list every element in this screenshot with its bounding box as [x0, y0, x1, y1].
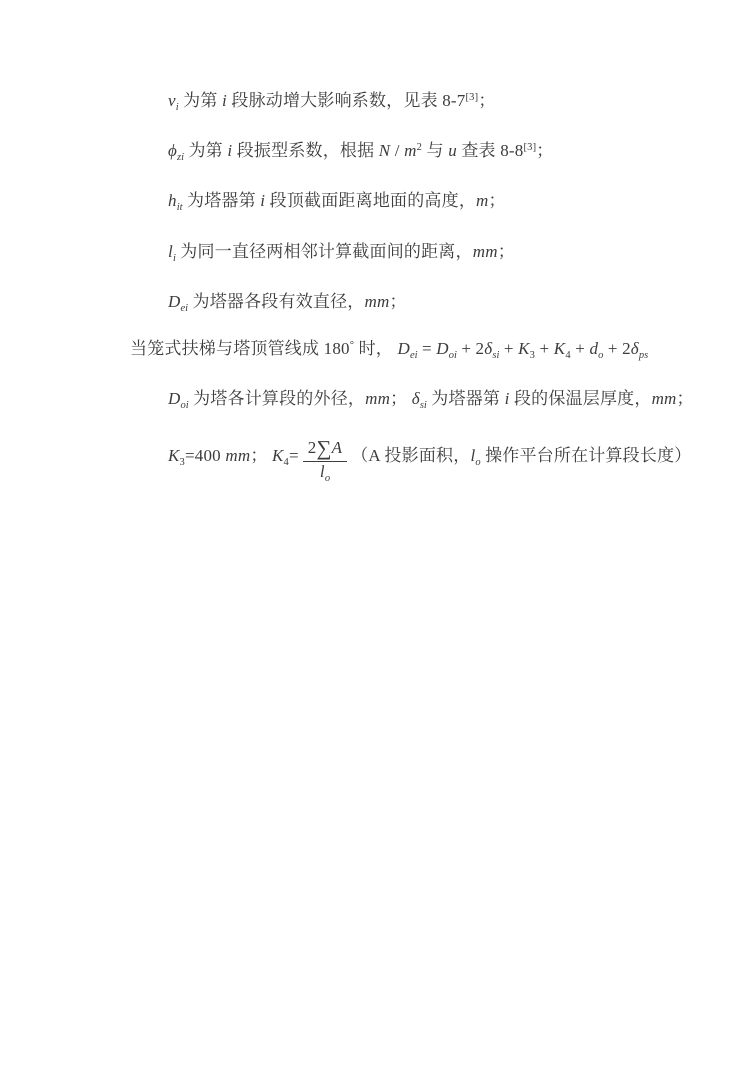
text-run: 段振型系数，根据: [232, 141, 379, 161]
math-variable: mm: [364, 291, 390, 311]
math-variable: K: [271, 446, 284, 466]
doc-line-phi-mode-shape-coefficient: [130, 140, 716, 165]
math-subscript: 4: [283, 457, 289, 469]
text-run: +: [570, 338, 590, 358]
text-run: ；: [497, 241, 515, 261]
superscript: 2: [416, 142, 423, 154]
math-variable: l: [168, 241, 173, 261]
math-variable: i: [504, 389, 510, 409]
text-run: 为第: [178, 91, 222, 110]
doc-line-nu-pulsation-coefficient: [130, 90, 716, 115]
math-variable: K: [168, 446, 180, 466]
math-variable: l: [319, 462, 325, 482]
math-variable: mm: [472, 241, 498, 261]
math-variable: m: [476, 191, 489, 211]
math-subscript: it: [176, 202, 183, 214]
math-subscript: ps: [638, 349, 649, 361]
text-run: =: [417, 338, 437, 358]
superscript: [3]: [523, 142, 537, 154]
text-run: 时，: [354, 338, 398, 358]
math-variable: d: [589, 338, 599, 358]
text-run: 段顶截面距离地面的高度，: [265, 191, 477, 211]
doc-line-l-adjacent-section-distance: [130, 241, 716, 266]
fraction: [303, 438, 347, 485]
math-variable: i: [221, 91, 227, 110]
math-variable: D: [397, 338, 410, 358]
sigma-sum-symbol: ∑: [316, 436, 332, 461]
math-variable: u: [448, 141, 457, 161]
math-variable: D: [436, 338, 449, 358]
math-subscript: si: [492, 349, 500, 361]
fraction-numerator: [303, 438, 347, 462]
math-subscript: oi: [448, 349, 457, 361]
math-variable: v: [168, 91, 176, 110]
fraction-denominator: [303, 462, 347, 485]
math-subscript: ei: [409, 349, 418, 361]
math-variable: m: [404, 141, 417, 161]
math-variable: l: [470, 446, 476, 466]
text-run: 为塔各计算段的外径，: [188, 389, 366, 409]
text-run: ；: [390, 389, 412, 409]
math-subscript: 4: [565, 349, 571, 361]
doc-line-k3-k4-definition: [130, 438, 716, 485]
text-run: /: [390, 141, 405, 161]
math-variable: i: [227, 141, 233, 161]
text-run: 为塔器第: [426, 389, 505, 409]
math-subscript: i: [175, 102, 179, 113]
math-variable: A: [331, 438, 343, 458]
text-run: ；: [250, 446, 272, 466]
text-run: ；: [676, 389, 694, 409]
text-run: 为第: [184, 141, 228, 161]
math-variable: mm: [651, 389, 677, 409]
doc-line-h-section-top-height: [130, 190, 716, 215]
math-subscript: o: [598, 349, 604, 361]
math-subscript: oi: [180, 400, 189, 412]
text-run: 段脉动增大影响系数，见表 8-7: [226, 91, 466, 110]
math-variable: K: [553, 338, 566, 358]
text-run: 当笼式扶梯与塔顶管线成 180: [130, 338, 350, 358]
math-subscript: 3: [179, 457, 185, 469]
superscript: °: [349, 339, 355, 351]
doc-line-effective-diameter-formula: [130, 338, 716, 363]
math-variable: mm: [365, 389, 391, 409]
math-variable: δ: [484, 338, 493, 358]
math-subscript: i: [172, 252, 176, 264]
math-variable: K: [518, 338, 530, 358]
text-run: +: [499, 338, 519, 358]
text-block: [0, 0, 756, 485]
text-run: 段的保温层厚度，: [509, 389, 652, 409]
text-run: ；: [389, 291, 407, 311]
text-run: =: [288, 446, 299, 466]
text-run: + 2: [603, 338, 631, 358]
math-variable: D: [168, 389, 181, 409]
math-variable: N: [378, 141, 391, 161]
math-subscript: si: [419, 400, 427, 412]
math-variable: h: [168, 191, 177, 211]
math-variable: ϕ: [168, 141, 177, 161]
text-run: ；: [488, 191, 506, 211]
text-run: 为同一直径两相邻计算截面间的距离，: [175, 241, 473, 261]
doc-line-outer-diameter-and-insulation: [130, 388, 716, 413]
math-variable: δ: [630, 338, 639, 358]
math-variable: δ: [411, 389, 420, 409]
superscript: [3]: [465, 92, 479, 103]
text-run: 为塔器各段有效直径，: [188, 291, 365, 311]
text-run: ；: [478, 91, 496, 110]
text-run: +: [535, 338, 554, 358]
text-run: 操作平台所在计算段长度）: [480, 446, 692, 466]
math-subscript: ei: [180, 302, 189, 314]
math-variable: mm: [225, 446, 251, 466]
math-variable: i: [260, 191, 266, 211]
text-run: （A 投影面积，: [351, 446, 471, 466]
math-subscript: o: [475, 457, 481, 469]
text-run: 查表 8-8: [456, 141, 524, 161]
text-run: =400: [185, 446, 226, 466]
math-subscript: zi: [177, 152, 185, 164]
text-run: 为塔器第: [182, 191, 261, 211]
text-run: ；: [536, 141, 554, 161]
math-subscript: o: [324, 473, 331, 485]
math-subscript: 3: [529, 349, 536, 361]
text-run: 2: [307, 438, 317, 458]
text-run: + 2: [456, 338, 485, 358]
doc-line-d-effective-diameter: [130, 291, 716, 316]
text-run: 与: [422, 141, 449, 161]
math-variable: D: [168, 291, 181, 311]
